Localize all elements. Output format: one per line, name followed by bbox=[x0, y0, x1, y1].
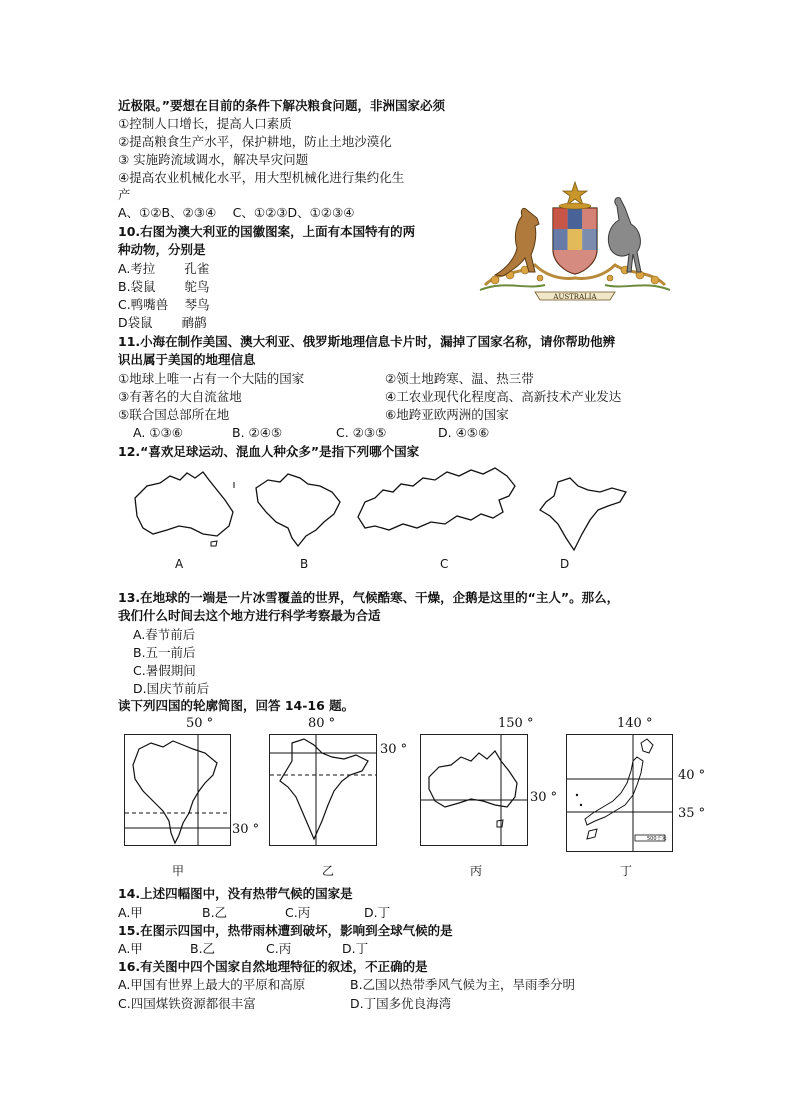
map-jia-label: 甲 bbox=[172, 864, 185, 878]
q12-outline-india bbox=[528, 476, 638, 556]
q15-option-b: B.乙 bbox=[190, 941, 216, 956]
q14-option-b: B.乙 bbox=[202, 905, 228, 920]
q11-info-1: ①地球上唯一占有一个大陆的国家 bbox=[118, 371, 305, 386]
q13-option-a: A.春节前后 bbox=[133, 627, 196, 642]
q10-stem-1: 10.右图为澳大利亚的国徽图案，上面有本国特有的两 bbox=[118, 224, 416, 239]
q14-option-a: A.甲 bbox=[118, 905, 143, 920]
q12-outline-brazil bbox=[248, 468, 348, 548]
map-ding-frame bbox=[566, 734, 673, 852]
q13-option-b: B.五一前后 bbox=[133, 645, 196, 660]
map-bing-latitude: 30 ° bbox=[530, 790, 558, 805]
map-jia-latitude: 30 ° bbox=[232, 822, 260, 837]
q16-option-c: C.四国煤铁资源都很丰富 bbox=[118, 996, 256, 1011]
q13-option-d: D.国庆节前后 bbox=[133, 681, 210, 696]
map-ding-latitude-35: 35 ° bbox=[678, 806, 706, 821]
q12-label-c: C bbox=[440, 557, 449, 571]
q16-option-a: A.甲国有世界上最大的平原和高原 bbox=[118, 977, 306, 992]
q9-item-4b: 产 bbox=[118, 187, 131, 202]
q11-choice-a: A. ①③⑥ bbox=[133, 425, 183, 440]
q9-item-1: ①控制人口增长，提高人口素质 bbox=[118, 116, 292, 131]
q11-stem-2: 识出属于美国的地理信息 bbox=[118, 352, 256, 367]
q11-stem-1: 11.小海在制作美国、澳大利亚、俄罗斯地理信息卡片时，漏掉了国家名称，请你帮助他辨 bbox=[118, 334, 616, 349]
q11-choice-c: C. ②③⑤ bbox=[336, 425, 387, 440]
q11-choice-b: B. ②④⑤ bbox=[232, 425, 283, 440]
q9-item-2: ②提高粮食生产水平，保护耕地，防止土地沙漠化 bbox=[118, 134, 392, 149]
q10-option-a: A.考拉 孔雀 bbox=[118, 261, 210, 276]
map-yi-longitude: 80 ° bbox=[308, 716, 336, 731]
q12-label-b: B bbox=[300, 557, 309, 571]
q10-option-b: B.袋鼠 鸵鸟 bbox=[118, 279, 210, 294]
map-bing-label: 丙 bbox=[470, 864, 483, 878]
q11-info-2: ②领土地跨寒、温、热三带 bbox=[385, 371, 534, 386]
q14-stem: 14.上述四幅图中，没有热带气候的国家是 bbox=[118, 886, 353, 901]
q11-info-3: ③有著名的大自流盆地 bbox=[118, 389, 242, 404]
q15-option-d: D.丁 bbox=[342, 941, 369, 956]
map-yi-latitude: 30 ° bbox=[380, 742, 408, 757]
q9-stem-tail: 近极限。”要想在目前的条件下解决粮食问题，非洲国家必须 bbox=[118, 98, 445, 113]
q12-outline-australia bbox=[125, 468, 245, 548]
q14-option-d: D.丁 bbox=[364, 905, 391, 920]
map-yi-label: 乙 bbox=[322, 864, 335, 878]
map-ding-scale: 500千米 bbox=[647, 836, 667, 842]
q14-16-intro: 读下列四国的轮廓简图，回答 14-16 题。 bbox=[118, 698, 355, 713]
q9-item-3: ③ 实施跨流域调水，解决旱灾问题 bbox=[118, 152, 309, 167]
q10-stem-2: 种动物，分别是 bbox=[118, 242, 206, 257]
q11-choice-d: D. ④⑤⑥ bbox=[438, 425, 490, 440]
q16-option-b: B.乙国以热带季风气候为主，旱雨季分明 bbox=[350, 977, 576, 992]
q16-option-d: D.丁国多优良海湾 bbox=[350, 996, 452, 1011]
q11-info-4: ④工农业现代化程度高、高新技术产业发达 bbox=[385, 389, 622, 404]
q10-option-d: D袋鼠 鸸鹋 bbox=[118, 315, 207, 330]
map-ding-longitude: 140 ° bbox=[617, 716, 653, 731]
q11-info-6: ⑥地跨亚欧两洲的国家 bbox=[385, 407, 509, 422]
q13-stem-2: 我们什么时间去这个地方进行科学考察最为合适 bbox=[118, 608, 381, 623]
q13-option-c: C.暑假期间 bbox=[133, 663, 196, 678]
q14-option-c: C.丙 bbox=[285, 905, 311, 920]
q9-choices: A、①②B、②③④ C、①②③D、①②③④ bbox=[118, 205, 355, 220]
q10-option-c: C.鸭嘴兽 琴鸟 bbox=[118, 297, 210, 312]
map-jia-longitude: 50 ° bbox=[186, 716, 214, 731]
q16-stem: 16.有关图中四个国家自然地理特征的叙述，不正确的是 bbox=[118, 959, 428, 974]
q15-stem: 15.在图示四国中，热带雨林遭到破坏，影响到全球气候的是 bbox=[118, 923, 453, 938]
emblem-scroll-text: AUSTRALIA bbox=[553, 293, 597, 301]
map-jia-frame bbox=[124, 734, 231, 846]
q12-stem: 12.“喜欢足球运动、混血人种众多”是指下列哪个国家 bbox=[118, 444, 420, 459]
q15-option-a: A.甲 bbox=[118, 941, 143, 956]
map-yi-frame bbox=[269, 734, 377, 846]
q9-item-4a: ④提高农业机械化水平，用大型机械化进行集约化生 bbox=[118, 170, 405, 185]
q11-info-5: ⑤联合国总部所在地 bbox=[118, 407, 230, 422]
q15-option-c: C.丙 bbox=[266, 941, 292, 956]
q13-stem-1: 13.在地球的一端是一片冰雪覆盖的世界，气候酷寒、干燥，企鹅是这里的“主人”。那么， bbox=[118, 590, 620, 605]
map-ding-latitude-40: 40 ° bbox=[678, 768, 706, 783]
map-bing-frame bbox=[420, 734, 528, 846]
australia-coat-of-arms-image bbox=[465, 180, 685, 305]
q12-label-a: A bbox=[175, 557, 184, 571]
map-ding-label: 丁 bbox=[620, 864, 633, 878]
q12-label-d: D bbox=[560, 557, 570, 571]
map-bing-longitude: 150 ° bbox=[498, 716, 534, 731]
q12-outline-russia bbox=[353, 462, 523, 542]
